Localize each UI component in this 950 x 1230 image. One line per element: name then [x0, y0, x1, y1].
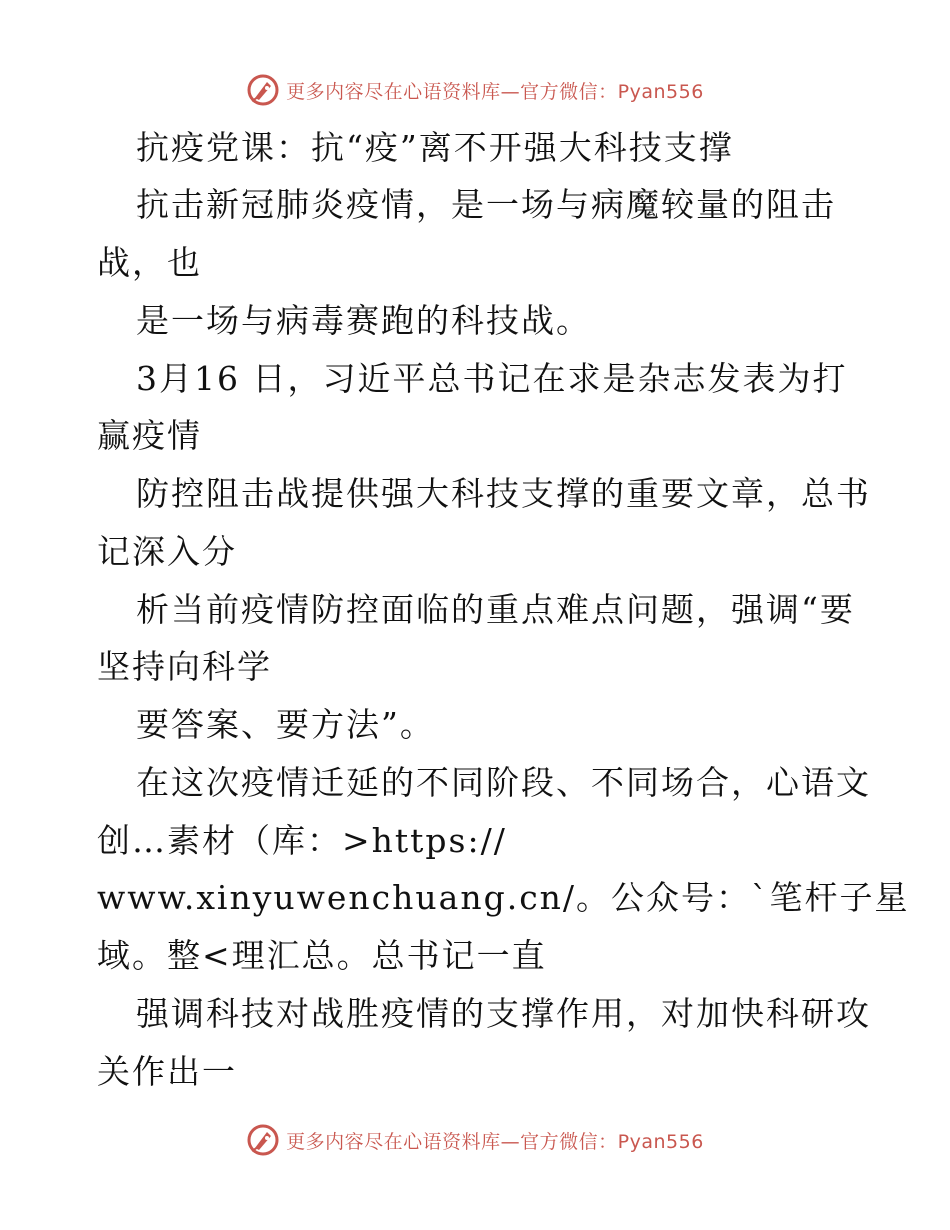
header-banner-text: 更多内容尽在心语资料库—官方微信：Pyan556 — [286, 80, 704, 103]
paragraph-line: 3月16 日，习近平总书记在求是杂志发表为打 — [136, 359, 848, 398]
footer-banner — [0, 1120, 950, 1160]
paragraph-line: 记深入分 — [97, 532, 237, 571]
document-title: 抗疫党课：抗“疫”离不开强大科技支撑 — [136, 128, 734, 167]
paragraph-line: 坚持向科学 — [97, 647, 272, 686]
paragraph-line: 抗击新冠肺炎疫情，是一场与病魔较量的阻击 — [136, 185, 836, 224]
header-banner — [0, 70, 950, 110]
paragraph-line: 在这次疫情迁延的不同阶段、不同场合，心语文 — [136, 763, 871, 802]
paragraph-line: 创…素材（库：>https:// — [97, 821, 507, 860]
paragraph-line: 战，也 — [97, 243, 202, 282]
paragraph-line: 是一场与病毒赛跑的科技战。 — [136, 301, 591, 340]
paragraph-line: www.xinyuwenchuang.cn/。公众号：`笔杆子星 — [97, 878, 910, 917]
paragraph-line: 关作出一 — [97, 1052, 237, 1091]
pen-nib-logo-icon — [246, 1123, 280, 1157]
paragraph-line: 域。整<理汇总。总书记一直 — [97, 936, 547, 975]
pen-nib-logo-icon — [246, 73, 280, 107]
paragraph-line: 防控阻击战提供强大科技支撑的重要文章，总书 — [136, 474, 871, 513]
paragraph-line: 析当前疫情防控面临的重点难点问题，强调“要 — [136, 590, 855, 629]
paragraph-line: 要答案、要方法”。 — [136, 705, 435, 744]
footer-banner-text: 更多内容尽在心语资料库—官方微信：Pyan556 — [286, 1130, 704, 1153]
paragraph-line: 强调科技对战胜疫情的支撑作用，对加快科研攻 — [136, 994, 871, 1033]
paragraph-line: 赢疫情 — [97, 416, 202, 455]
